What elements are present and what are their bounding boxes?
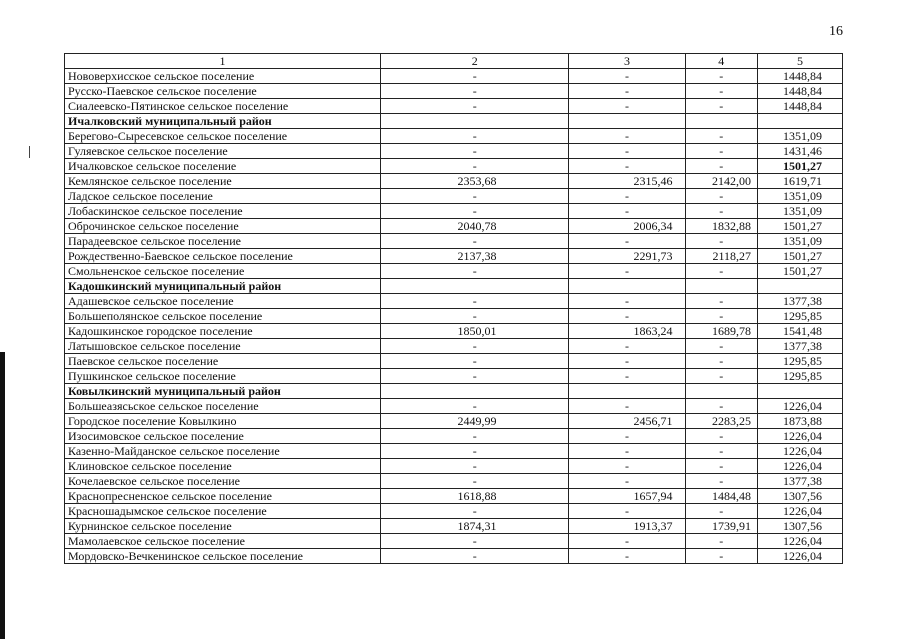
value-cell-2: - [380,129,569,144]
value-cell-4: - [685,159,758,174]
value-cell-2: - [380,369,569,384]
settlement-name-cell: Паевское сельское поселение [65,354,381,369]
value-cell-5 [758,384,843,399]
district-name-cell: Ковылкинский муниципальный район [65,384,381,399]
value-cell-5: 1448,84 [758,84,843,99]
settlement-name-cell: Оброчинское сельское поселение [65,219,381,234]
value-cell-4: - [685,504,758,519]
value-cell-4: - [685,294,758,309]
value-cell-4: - [685,339,758,354]
settlement-name-cell: Красношадымское сельское поселение [65,504,381,519]
value-cell-4 [685,279,758,294]
value-cell-4 [685,114,758,129]
table-row [65,429,843,444]
value-cell-4: - [685,429,758,444]
value-cell-2: - [380,144,569,159]
value-cell-5: 1448,84 [758,99,843,114]
table-row [65,99,843,114]
value-cell-2: - [380,204,569,219]
table-row [65,534,843,549]
value-cell-4: - [685,84,758,99]
table-row [65,159,843,174]
table-row [65,129,843,144]
value-cell-3: - [569,309,685,324]
value-cell-2: 2137,38 [380,249,569,264]
table-row [65,309,843,324]
value-cell-3: - [569,234,685,249]
table-row [65,144,843,159]
district-row [65,384,843,399]
value-cell-5: 1377,38 [758,339,843,354]
table-row [65,324,843,339]
value-cell-5: 1295,85 [758,354,843,369]
value-cell-3: - [569,399,685,414]
value-cell-4: - [685,354,758,369]
value-cell-3: - [569,354,685,369]
value-cell-3: - [569,264,685,279]
value-cell-3: - [569,69,685,84]
settlement-name-cell: Нововерхисское сельское поселение [65,69,381,84]
value-cell-4: - [685,399,758,414]
value-cell-4: - [685,534,758,549]
value-cell-3 [569,384,685,399]
value-cell-5: 1226,04 [758,534,843,549]
value-cell-3: - [569,549,685,564]
value-cell-5: 1307,56 [758,489,843,504]
value-cell-3: - [569,294,685,309]
value-cell-4 [685,384,758,399]
settlement-name-cell: Адашевское сельское поселение [65,294,381,309]
value-cell-4: - [685,69,758,84]
value-cell-4: - [685,99,758,114]
settlement-name-cell: Латышовское сельское поселение [65,339,381,354]
value-cell-4: 1689,78 [685,324,758,339]
table-row [65,444,843,459]
value-cell-3: - [569,459,685,474]
value-cell-2: - [380,399,569,414]
district-row [65,279,843,294]
value-cell-4: 2142,00 [685,174,758,189]
value-cell-5: 1351,09 [758,189,843,204]
value-cell-5: 1501,27 [758,159,843,174]
value-cell-2: - [380,549,569,564]
value-cell-3: - [569,159,685,174]
value-cell-2: - [380,234,569,249]
value-cell-5: 1226,04 [758,549,843,564]
value-cell-4: 2283,25 [685,414,758,429]
value-cell-5: 1351,09 [758,129,843,144]
settlement-name-cell: Сиалеевско-Пятинское сельское поселение [65,99,381,114]
value-cell-3: - [569,204,685,219]
value-cell-3: - [569,129,685,144]
value-cell-5: 1351,09 [758,204,843,219]
value-cell-5: 1351,09 [758,234,843,249]
value-cell-5: 1501,27 [758,249,843,264]
settlement-name-cell: Курнинское сельское поселение [65,519,381,534]
settlement-name-cell: Ичалковское сельское поселение [65,159,381,174]
value-cell-5: 1377,38 [758,474,843,489]
settlement-name-cell: Парадеевское сельское поселение [65,234,381,249]
table-row [65,294,843,309]
district-row [65,114,843,129]
value-cell-3: - [569,84,685,99]
settlement-name-cell: Краснопресненское сельское поселение [65,489,381,504]
value-cell-2: 1618,88 [380,489,569,504]
value-cell-2: 1850,01 [380,324,569,339]
value-cell-2: - [380,84,569,99]
value-cell-2: - [380,474,569,489]
settlement-name-cell: Рождественно-Баевское сельское поселение [65,249,381,264]
value-cell-5: 1307,56 [758,519,843,534]
value-cell-2: - [380,189,569,204]
table-row [65,69,843,84]
value-cell-5: 1295,85 [758,369,843,384]
table-row [65,474,843,489]
settlement-name-cell: Казенно-Майданское сельское поселение [65,444,381,459]
value-cell-3 [569,279,685,294]
value-cell-5: 1295,85 [758,309,843,324]
value-cell-4: - [685,204,758,219]
value-cell-3: - [569,99,685,114]
value-cell-5: 1226,04 [758,504,843,519]
column-header-5: 5 [758,54,843,69]
settlement-name-cell: Изосимовское сельское поселение [65,429,381,444]
value-cell-3: - [569,534,685,549]
value-cell-3: 2291,73 [569,249,685,264]
value-cell-4: - [685,144,758,159]
value-cell-2: - [380,264,569,279]
settlement-name-cell: Кадошкинское городское поселение [65,324,381,339]
table-row [65,264,843,279]
settlement-name-cell: Клиновское сельское поселение [65,459,381,474]
column-header-3: 3 [569,54,685,69]
table-row [65,219,843,234]
value-cell-3: 2315,46 [569,174,685,189]
settlement-name-cell: Большеазясьское сельское поселение [65,399,381,414]
value-cell-3: - [569,429,685,444]
value-cell-5: 1873,88 [758,414,843,429]
table-row [65,504,843,519]
settlement-name-cell: Русско-Паевское сельское поселение [65,84,381,99]
value-cell-3: 1863,24 [569,324,685,339]
value-cell-2: - [380,504,569,519]
table-row [65,459,843,474]
value-cell-4: 1832,88 [685,219,758,234]
settlement-name-cell: Кемлянское сельское поселение [65,174,381,189]
table-row [65,489,843,504]
value-cell-2: - [380,459,569,474]
value-cell-3 [569,114,685,129]
value-cell-2 [380,114,569,129]
value-cell-5: 1226,04 [758,429,843,444]
value-cell-2: 2449,99 [380,414,569,429]
value-cell-2: - [380,99,569,114]
settlement-name-cell: Гуляевское сельское поселение [65,144,381,159]
settlement-name-cell: Кочелаевское сельское поселение [65,474,381,489]
value-cell-3: 2006,34 [569,219,685,234]
value-cell-2: - [380,159,569,174]
value-cell-3: 1913,37 [569,519,685,534]
table-row [65,369,843,384]
value-cell-3: - [569,474,685,489]
value-cell-2: - [380,429,569,444]
table-row [65,234,843,249]
table-row [65,414,843,429]
value-cell-2: - [380,309,569,324]
settlement-name-cell: Ладское сельское поселение [65,189,381,204]
value-cell-4: - [685,444,758,459]
value-cell-4: - [685,189,758,204]
scan-margin-mark [29,146,30,158]
value-cell-5: 1377,38 [758,294,843,309]
value-cell-4: - [685,264,758,279]
value-cell-3: - [569,144,685,159]
settlement-name-cell: Мамолаевское сельское поселение [65,534,381,549]
value-cell-4: - [685,549,758,564]
value-cell-5: 1501,27 [758,264,843,279]
column-header-1: 1 [65,54,381,69]
value-cell-5: 1226,04 [758,459,843,474]
value-cell-5: 1541,48 [758,324,843,339]
value-cell-4: - [685,369,758,384]
column-header-4: 4 [685,54,758,69]
settlement-name-cell: Мордовско-Вечкенинское сельское поселение [65,549,381,564]
settlement-name-cell: Берегово-Сыресевское сельское поселение [65,129,381,144]
table-row [65,249,843,264]
value-cell-2: - [380,444,569,459]
settlement-name-cell: Пушкинское сельское поселение [65,369,381,384]
value-cell-3: 2456,71 [569,414,685,429]
table-row [65,174,843,189]
value-cell-4: - [685,309,758,324]
value-cell-3: - [569,189,685,204]
scan-edge-shadow [0,352,5,639]
table-row [65,204,843,219]
value-cell-5 [758,279,843,294]
value-cell-5: 1619,71 [758,174,843,189]
value-cell-4: 2118,27 [685,249,758,264]
column-number-header [65,54,843,69]
value-cell-5: 1448,84 [758,69,843,84]
district-name-cell: Кадошкинский муниципальный район [65,279,381,294]
value-cell-2: - [380,354,569,369]
table-row [65,549,843,564]
value-cell-2 [380,384,569,399]
value-cell-4: - [685,129,758,144]
value-cell-3: - [569,369,685,384]
value-cell-2: - [380,294,569,309]
value-cell-2: 2353,68 [380,174,569,189]
value-cell-4: 1739,91 [685,519,758,534]
column-header-2: 2 [380,54,569,69]
table-row [65,189,843,204]
table-row [65,519,843,534]
value-cell-5: 1226,04 [758,399,843,414]
value-cell-2: - [380,339,569,354]
value-cell-2: 2040,78 [380,219,569,234]
settlement-name-cell: Городское поселение Ковылкино [65,414,381,429]
value-cell-3: - [569,339,685,354]
value-cell-5: 1501,27 [758,219,843,234]
value-cell-3: - [569,504,685,519]
table-row [65,354,843,369]
tariff-table [64,53,843,564]
value-cell-5: 1431,46 [758,144,843,159]
district-name-cell: Ичалковский муниципальный район [65,114,381,129]
table-row [65,339,843,354]
value-cell-3: - [569,444,685,459]
page-number: 16 [829,24,843,39]
settlement-name-cell: Большеполянское сельское поселение [65,309,381,324]
value-cell-5: 1226,04 [758,444,843,459]
value-cell-2: - [380,69,569,84]
value-cell-3: 1657,94 [569,489,685,504]
value-cell-2: - [380,534,569,549]
settlement-name-cell: Лобаскинское сельское поселение [65,204,381,219]
value-cell-2 [380,279,569,294]
value-cell-4: - [685,234,758,249]
value-cell-4: - [685,474,758,489]
value-cell-4: - [685,459,758,474]
table-row [65,84,843,99]
value-cell-2: 1874,31 [380,519,569,534]
value-cell-4: 1484,48 [685,489,758,504]
table-row [65,399,843,414]
value-cell-5 [758,114,843,129]
settlement-name-cell: Смольненское сельское поселение [65,264,381,279]
